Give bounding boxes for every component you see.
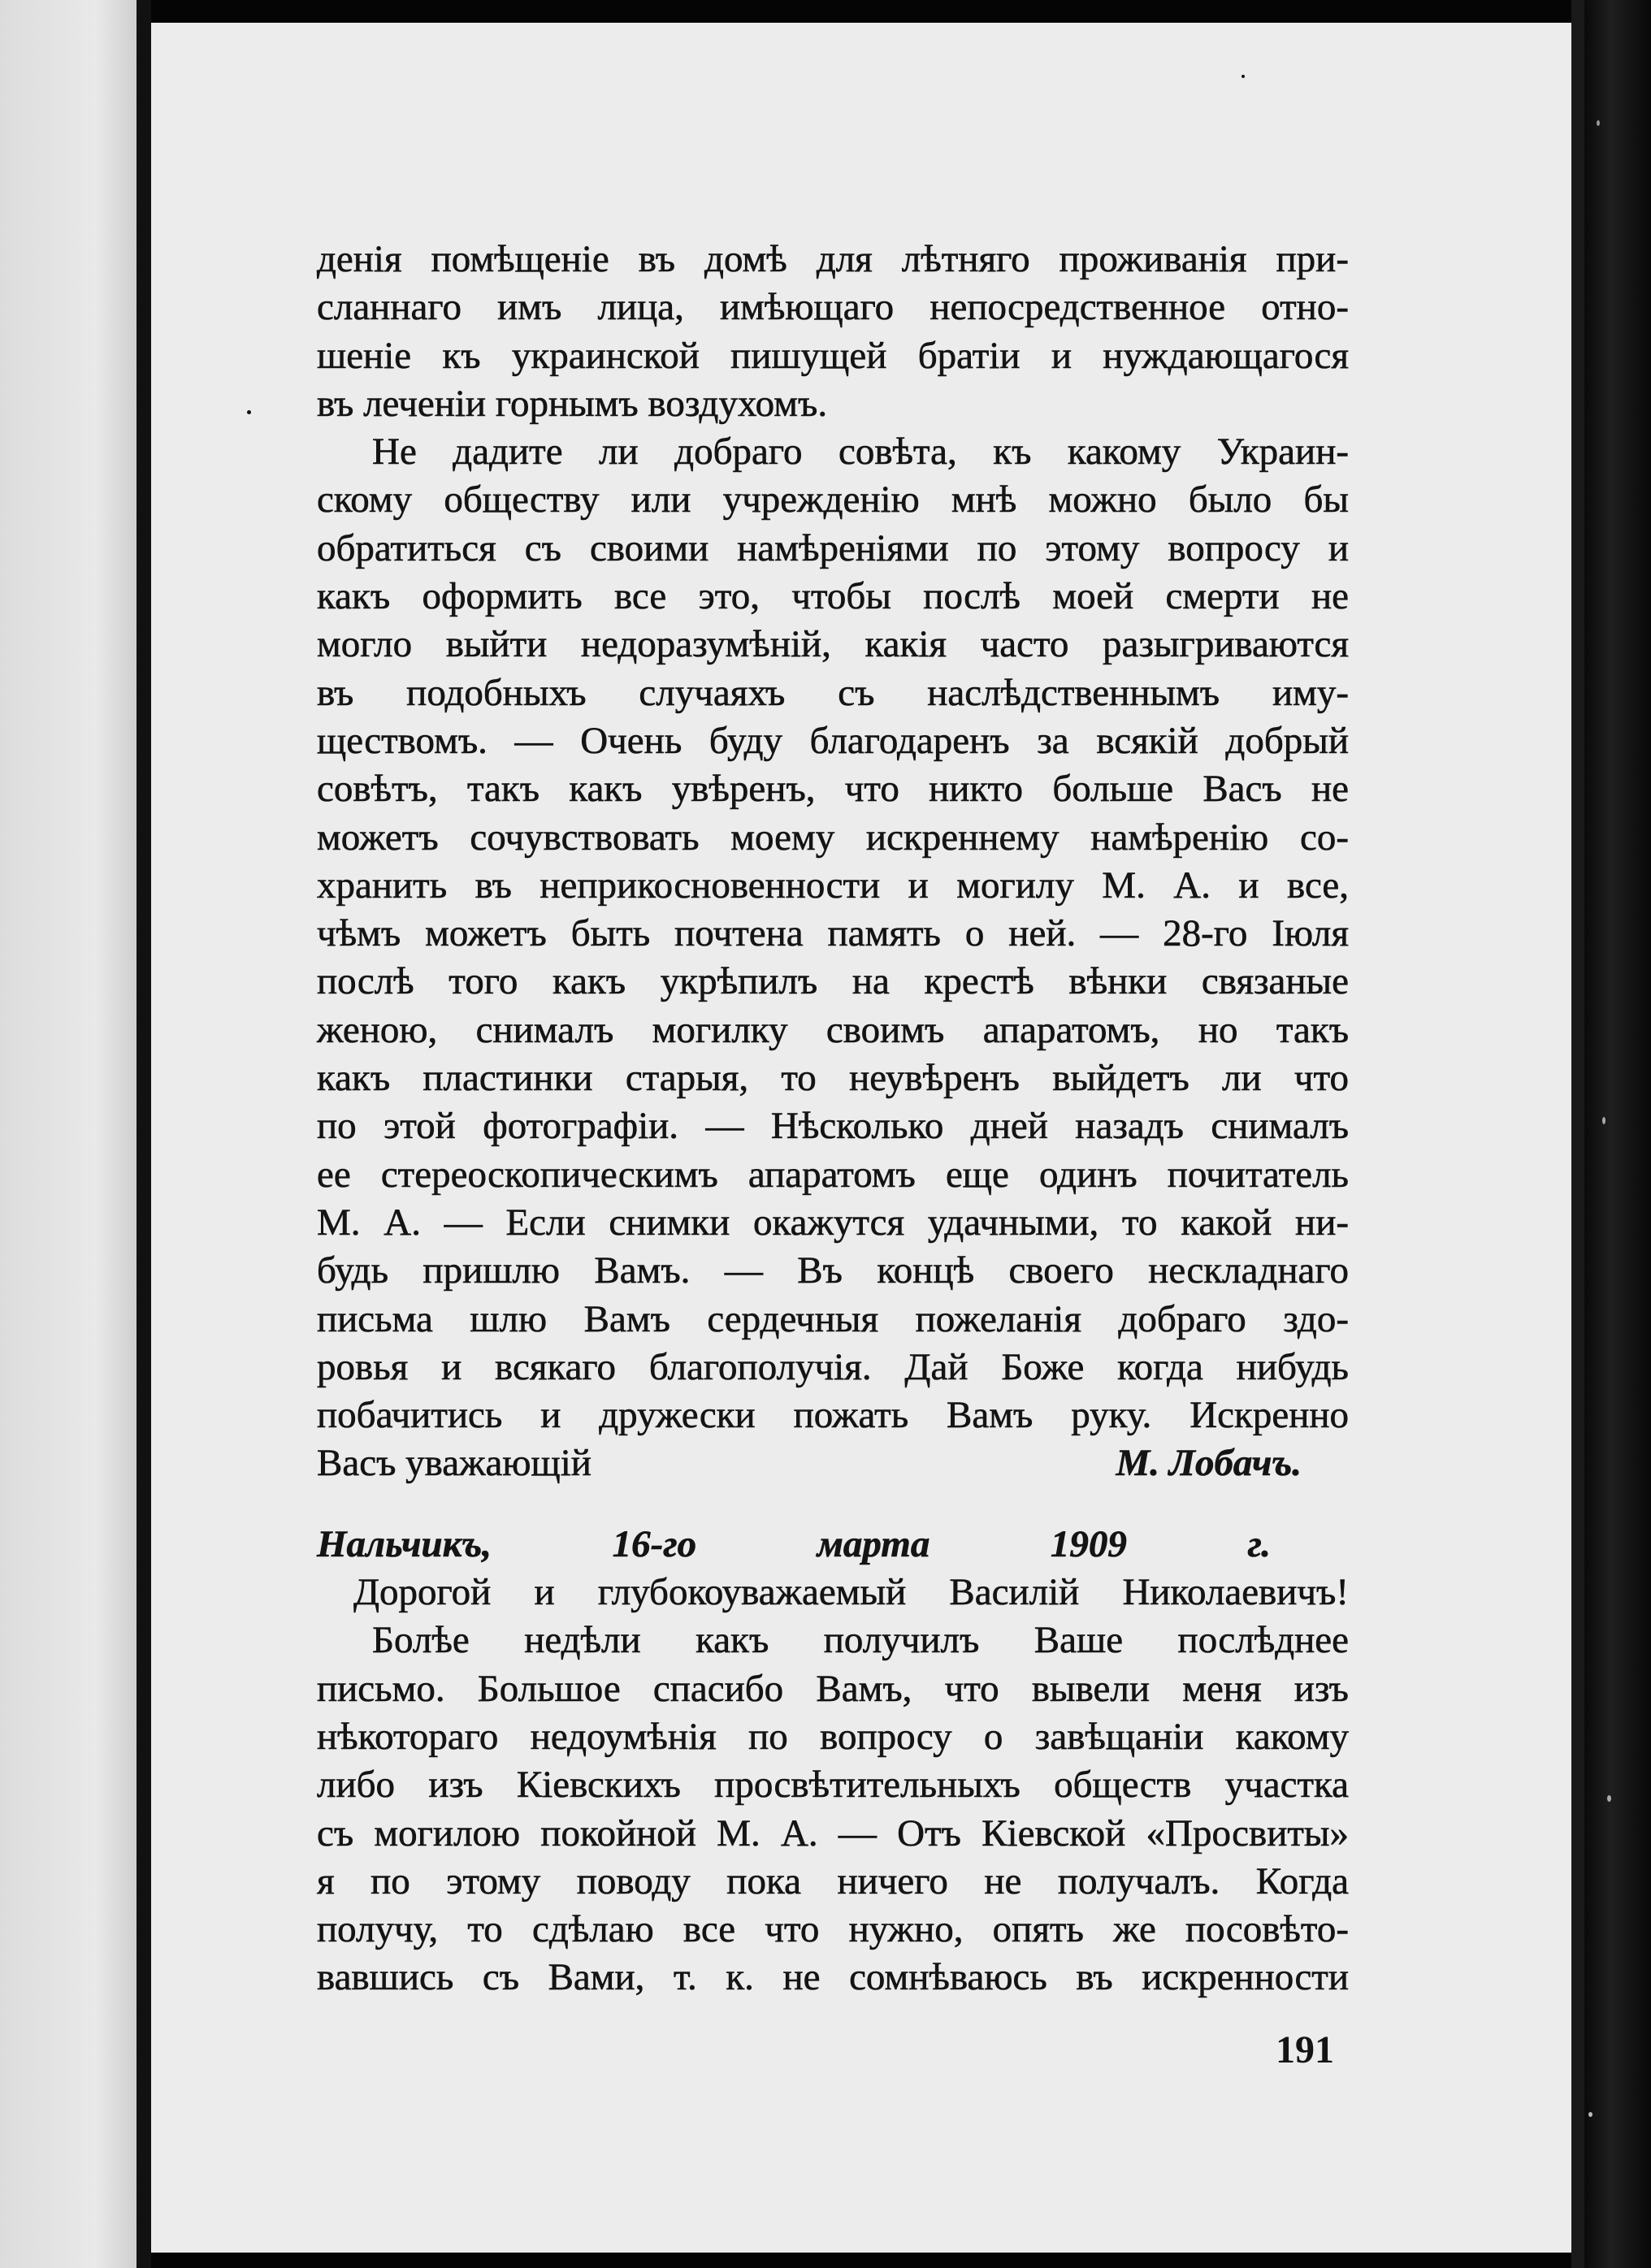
letter-dateline: Нальчикъ, 16-го марта 1909 г. (317, 1522, 1271, 1565)
dust-speck (247, 410, 251, 414)
text-line: М. А. — Если снимки окажутся удачными, то какой ни- (317, 1201, 1349, 1244)
text-line: совѣтъ, такъ какъ увѣренъ, что никто больше Васъ не (317, 768, 1349, 811)
text-line: ровья и всякаго благополучія. Дай Боже когда нибудь (317, 1345, 1349, 1388)
dust-speck (1607, 1795, 1611, 1802)
text-line: могло выйти недоразумѣній, какія часто разыгриваются (317, 623, 1349, 666)
scan-border-right (1584, 0, 1651, 2268)
text-line: чѣмъ можетъ быть почтена память о ней. — 28-го Іюля (317, 912, 1349, 955)
letter-salutation: Дорогой и глубокоуважаемый Василій Николаевичъ! (353, 1571, 1349, 1614)
text-line: письма шлю Вамъ сердечныя пожеланія добраго здо- (317, 1297, 1349, 1340)
dust-speck (1597, 120, 1600, 126)
text-line: хранить въ неприкосновенности и могилу М. А. и все, (317, 863, 1349, 907)
text-line: письмо. Большое спасибо Вамъ, что вывели меня изъ (317, 1667, 1349, 1710)
text-line: въ подобныхъ случаяхъ съ наслѣдственнымъ иму- (317, 671, 1349, 714)
text-line: послѣ того какъ укрѣпилъ на крестѣ вѣнки связаные (317, 960, 1349, 1003)
text-line: шеніе къ украинской пишущей братіи и нуждающагося (317, 334, 1349, 377)
text-line: денія помѣщеніе въ домѣ для лѣтняго проживанія при- (317, 238, 1349, 280)
text-line: какъ пластинки старыя, то неувѣренъ выйдетъ ли что (317, 1057, 1349, 1100)
text-line: вавшись съ Вами, т. к. не сомнѣваюсь въ искренности (317, 1956, 1349, 1999)
page-right-shadow (1571, 0, 1584, 2268)
dust-speck (1602, 1117, 1606, 1124)
text-line: съ могилою покойной М. А. — Отъ Кіевской «Просвиты» (317, 1811, 1349, 1855)
text-line: сланнаго имъ лица, имѣющаго непосредственное отно- (317, 286, 1349, 329)
previous-page-edge (0, 0, 136, 2268)
text-line: ее стереоскопическимъ апаратомъ еще одинъ почитатель (317, 1153, 1349, 1196)
text-line: ществомъ. — Очень буду благодаренъ за всякій добрый (317, 719, 1349, 762)
paragraph-start-line: Болѣе недѣли какъ получилъ Ваше послѣднее (372, 1619, 1349, 1662)
text-line: по этой фотографіи. — Нѣсколько дней назадъ снималъ (317, 1105, 1349, 1148)
text-line: будь пришлю Вамъ. — Въ концѣ своего нескладнаго (317, 1249, 1349, 1292)
text-line: получу, то сдѣлаю все что нужно, опять же посовѣто- (317, 1908, 1349, 1951)
page-text (317, 236, 1349, 2002)
text-line: можетъ сочувствовать моему искреннему намѣренію со- (317, 816, 1349, 859)
paragraph-start-line: Не дадите ли добраго совѣта, къ какому Украин- (372, 431, 1349, 474)
dust-speck (1242, 75, 1245, 78)
page-number: 191 (1276, 2028, 1334, 2071)
text-line: женою, снималъ могилку своимъ апаратомъ, но такъ (317, 1008, 1349, 1051)
text-line: обратиться съ своими намѣреніями по этому вопросу и (317, 526, 1349, 569)
letter-closing: Васъ уважающій (317, 1442, 592, 1485)
text-line: нѣкотораго недоумѣнія по вопросу о завѣщаніи какому (317, 1715, 1349, 1758)
text-line: либо изъ Кіевскихъ просвѣтительныхъ обществ участка (317, 1764, 1349, 1807)
book-gutter (136, 0, 151, 2268)
text-line: я по этому поводу пока ничего не получалъ. Когда (317, 1859, 1349, 1902)
text-line: скому обществу или учрежденію мнѣ можно было бы (317, 478, 1349, 522)
closing-row (317, 1439, 1349, 1487)
text-line: побачитись и дружески пожать Вамъ руку. Искренно (317, 1394, 1349, 1437)
dust-speck (1588, 2112, 1592, 2117)
text-line: въ леченіи горнымъ воздухомъ. (317, 382, 828, 425)
text-line: какъ оформить все это, чтобы послѣ моей смерти не (317, 575, 1349, 618)
signature: М. Лобачъ. (1116, 1442, 1302, 1485)
